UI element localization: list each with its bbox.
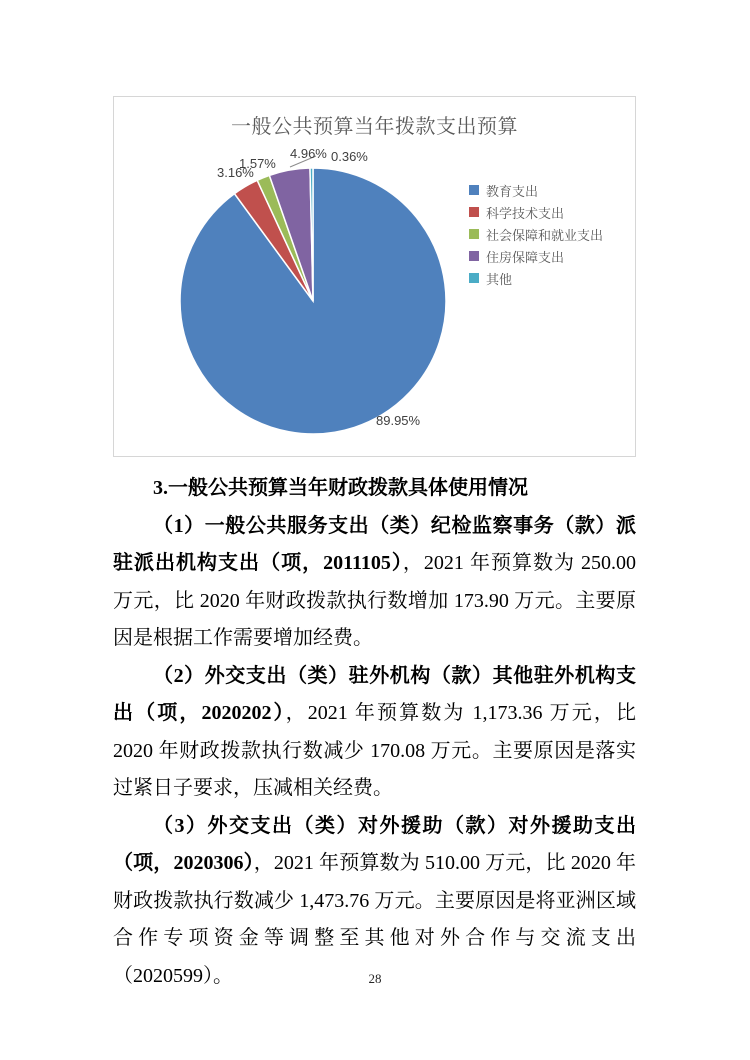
- chart-legend: [469, 179, 603, 289]
- legend-swatch-icon: [469, 273, 479, 283]
- legend-item: [469, 201, 603, 223]
- legend-item: [469, 245, 603, 267]
- legend-swatch-icon: [469, 251, 479, 261]
- legend-label: 社会保障和就业支出: [486, 227, 604, 243]
- paragraph-bold-run: （2）外交支出（类）驻外机构（款）其他驻外机构支出（项，2020202）: [113, 664, 636, 724]
- legend-label: 教育支出: [486, 183, 539, 199]
- legend-item: [469, 179, 603, 201]
- paragraph-text-run: ，2021 年预算数为 510.00 万元，比 2020 年财政拨款执行数减少 1,473.76 万元。主要原因是将亚洲区域合作专项资金等调整至其他对外合作与交流支出（2020599）。: [113, 852, 636, 987]
- pie-percent-label-social-security: 1.57%: [239, 156, 276, 171]
- paragraph-text-run: ，2021 年预算数为 250.00 万元，比 2020 年财政拨款执行数增加 173.90 万元。主要原因是根据工作需要增加经费。: [113, 552, 637, 649]
- legend-label: 其他: [486, 271, 513, 287]
- body-paragraph: [113, 808, 636, 996]
- paragraph-bold-run: （3）外交支出（类）对外援助（款）对外援助支出（项，2020306）: [113, 814, 636, 874]
- pie-percent-label-other: 0.36%: [331, 149, 368, 164]
- legend-item: [469, 267, 603, 289]
- body-text: [113, 470, 636, 995]
- chart-title: 一般公共预算当年拨款支出预算: [231, 116, 518, 138]
- legend-swatch-icon: [469, 185, 479, 195]
- page-number: 28: [368, 971, 382, 986]
- body-paragraph: [113, 508, 636, 658]
- paragraph-text-run: ，2021 年预算数为 1,173.36 万元，比 2020 年财政拨款执行数减少 170.08 万元。主要原因是落实过紧日子要求，压减相关经费。: [113, 702, 637, 799]
- paragraph-bold-run: （1）一般公共服务支出（类）纪检监察事务（款）派驻派出机构支出（项，2011105）: [113, 514, 636, 574]
- pie-chart-panel: [113, 96, 636, 457]
- body-paragraph: [113, 658, 636, 808]
- section-heading: 3.一般公共预算当年财政拨款具体使用情况: [153, 477, 528, 499]
- legend-label: 科学技术支出: [486, 205, 565, 221]
- legend-swatch-icon: [469, 229, 479, 239]
- legend-item: [469, 223, 603, 245]
- legend-swatch-icon: [469, 207, 479, 217]
- pie-percent-label-education: 89.95%: [376, 413, 421, 428]
- pie-percent-label-housing: 4.96%: [290, 146, 327, 161]
- pie-percent-label-science: 3.16%: [217, 165, 254, 180]
- legend-label: 住房保障支出: [486, 249, 565, 265]
